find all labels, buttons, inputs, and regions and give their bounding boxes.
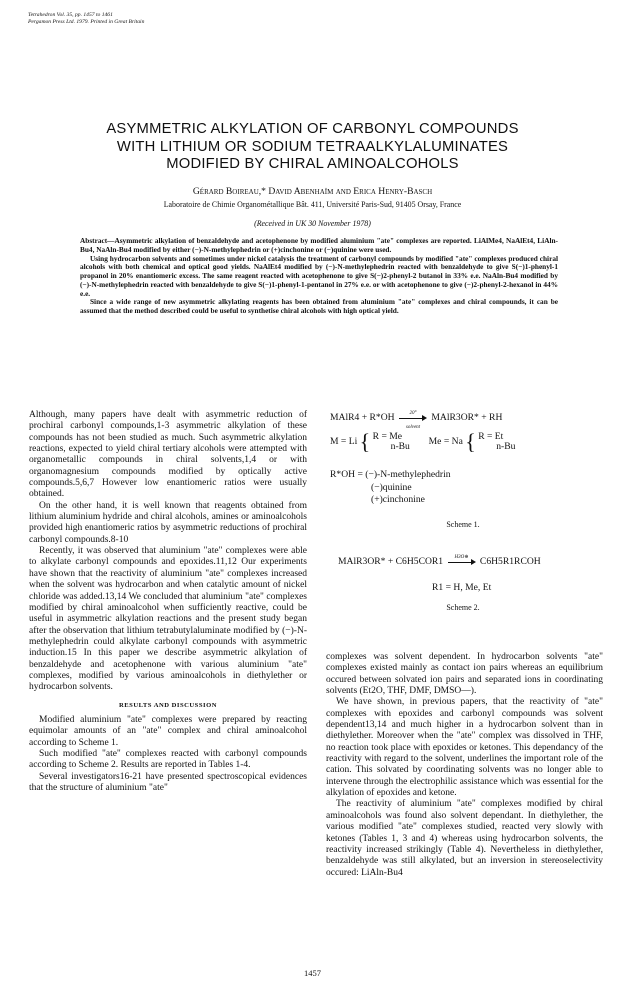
title-line-3: MODIFIED BY CHIRAL AMINOALCOHOLS — [166, 156, 459, 172]
body-paragraph: On the other hand, it is well known that reagents obtained from lithium aluminium hydride and chiral alcohols, amines or aminoalcohols provided high enantiomeric ratios by asymmetric reductions of prochiral carbonyl compounds.8-10 — [29, 500, 307, 545]
body-paragraph: We have shown, in previous papers, that the reactivity of "ate" complexes with epoxides and carbonyl compounds was solvent dependent13,14 and much higher in a hydrocarbon solvent than in diethylether. Moreover when the "ate" complex was dissolved in THF, no reaction took place with epoxides or ketones. This dependancy of the reactivity with regard to the solvent, underlines the important role of the cation. This solvated by coordinating solvents was no longer able to intervene through the electrophilic assistance which was essential for the alkylation of epoxides and ketone. — [326, 697, 603, 799]
scheme-1-chiral-alcohols — [330, 469, 451, 507]
abstract-paragraph-3: Since a wide range of new asymmetric alkylating reagents has been obtained from aluminium "ate" complexes and chiral compounds, it can be assumed that the method described could be useful to synthetise chiral alcohols with high optical yield. — [80, 297, 558, 315]
scheme-1-label: Scheme 1. — [446, 520, 480, 529]
scheme-2-substituents: R1 = H, Me, Et — [432, 582, 492, 593]
abstract-paragraph-2: Using hydrocarbon solvents and sometimes under nickel catalysis the treatment of carbonyl compounds by modified "ate" complexes produced chiral alcohols with both chemical and optical good yields. NaAlEt4 modified by (−)-N-methylephedrin reacted with benzaldehyde to give S(−)1-phenyl-1 propanol in 20% enantiomeric excess. The same reagent reacted with acetophenone to give S(−)2-phenyl-2 butanol in 33% e.e. NaAln-Bu4 modified by (−)-N-methylephedrin reacted with benzaldehyde to give S(−)1-phenyl-1-pentanol in 27% e.e. or with acetophenone to give (−)2-phenyl-2-hexanol in 44% e.e. — [80, 253, 558, 298]
scheme-1-products: MAlR3OR* + RH — [431, 412, 503, 423]
arrow-condition-top: 20° — [409, 410, 417, 416]
body-paragraph: Such modified "ate" complexes reacted with carbonyl compounds according to Scheme 2. Results are reported in Tables 1-4. — [29, 748, 307, 771]
li-substituent: R = Me — [372, 431, 403, 442]
journal-citation: Tetrahedron Vol. 35, pp. 1457 to 1461 — [28, 12, 113, 18]
brace-icon: { — [359, 429, 371, 454]
scheme-1-reactants: MAlR4 + R*OH — [330, 412, 395, 423]
body-paragraph: Although, many papers have dealt with asymmetric reduction of prochiral carbonyl compounds,1-3 asymmetric alkylation of these compounds has not been studied as much. Such asymmetric alkylation reactions, expected to yield chiral tertiary alcohols were attempted with organometallic compounds in chiral solvents,1,4 or with organomagnesium compounds modified by optically active compounds.5,6,7 However low enantiomeric ratios were usually obtained. — [29, 410, 307, 500]
metal-li-label: M = Li — [330, 436, 358, 448]
scheme-2-reactants: MAlR3OR* + C6H5COR1 — [338, 556, 444, 567]
na-substituent: R = Et — [478, 431, 504, 442]
page-number: 1457 — [304, 968, 321, 978]
journal-header — [28, 12, 144, 26]
brace-icon: { — [465, 429, 476, 454]
received-date: (Received in UK 30 November 1978) — [254, 219, 371, 228]
li-substituent: n-Bu — [390, 441, 410, 452]
chiral-alcohol-line: (+)cinchonine — [371, 494, 425, 505]
body-paragraph: The reactivity of aluminium "ate" complexes modified by chiral aminoalcohols was found also solvent dependant. In diethylether, the various modified "ate" complexes studied, reacted very slowly with ketones (Tables 1, 3 and 4) whereas using hydrocarbon solvents, the reactivity increased strikingly (Table 4). Nevertheless in diethylether, benzaldehyde was still alkylated, but an inversion in stereoselectivity occured: LiAln-Bu4 — [326, 799, 603, 878]
journal-publisher: Pergamon Press Ltd. 1979. Printed in Great Britain — [28, 19, 145, 25]
abstract — [80, 237, 558, 316]
body-paragraph: Several investigators16-21 have presented spectroscopical evidences that the structure of aluminium "ate" — [29, 771, 307, 793]
affiliation: Laboratoire de Chimie Organométallique Bât. 411, Université Paris-Sud, 91405 Orsay, France — [163, 200, 462, 209]
scheme-1-metal-defs — [330, 429, 516, 454]
left-column — [29, 410, 307, 794]
right-column — [326, 652, 603, 879]
body-paragraph: complexes was solvent dependent. In hydrocarbon solvents "ate" complexes existed mainly as contact ion pairs whereas an equilibrium occured between solvated ion pairs and separated ions in coordinating solvents (Et2O, THF, DMF, DMSO—). — [326, 652, 603, 697]
chiral-alcohol-line: (−)quinine — [371, 481, 412, 493]
scheme-2-products: C6H5R1RCOH — [479, 556, 541, 567]
section-heading: RESULTS AND DISCUSSION — [119, 701, 217, 709]
na-substituents — [478, 432, 515, 452]
article-title — [40, 121, 585, 174]
arrow-condition-bottom: solvent — [405, 424, 421, 430]
scheme-2-equation — [338, 556, 541, 568]
scheme-2-label: Scheme 2. — [446, 603, 480, 612]
metal-na-label: Me = Na — [428, 436, 463, 448]
arrow-condition-top: H3O⊕ — [454, 554, 469, 560]
reaction-arrow-icon — [399, 410, 427, 430]
li-substituents — [373, 432, 410, 452]
author-list: Gérard Boireau,* David Abenhaïm and Erica Henry-Basch — [192, 186, 433, 197]
body-paragraph: Modified aluminium "ate" complexes were prepared by reacting equimolar amounts of an "ate" complex and chiral aminoalcohol according to Scheme 1. — [29, 714, 307, 748]
scheme-1-equation — [330, 410, 503, 430]
title-line-1: ASYMMETRIC ALKYLATION OF CARBONYL COMPOUNDS — [106, 121, 519, 137]
title-line-2: WITH LITHIUM OR SODIUM TETRAALKYLALUMINATES — [116, 138, 509, 155]
abstract-paragraph-1: Abstract—Asymmetric alkylation of benzaldehyde and acetophenone by modified aluminium "ate" complexes are reported. LiAlMe4, NaAlEt4, LiAln-Bu4, NaAln-Bu4 modified by either (−)-N-methylephedrin or (+)cinchonine or (−)quinine were used. — [80, 236, 558, 254]
chiral-alcohol-line: R*OH = (−)-N-methylephedrin — [330, 469, 451, 480]
reaction-arrow-icon — [448, 554, 476, 566]
na-substituent: n-Bu — [496, 441, 516, 452]
body-paragraph: Recently, it was observed that aluminium "ate" complexes were able to alkylate carbonyl compounds and epoxides.11,12 Our experiments have shown that the reactivity of aluminium "ate" complexes increased when the solvent was hydrocarbon and when catalytic amount of nickel chloride was added.13,14 We concluded that aluminium "ate" complexes modified by chiral aminoalcohol when sufficiently reactive, could be useful in asymmetric alkylation reactions and the present study began after the observation that lithium tetrabutylaluminate modified by (−)-N-methylephedrin could alkylate carbonyl compounds with asymmetric induction.15 In this paper we describe asymmetric alkylation of benzaldehyde and acetophenone with various aluminium "ate" complexes, modified by various aminoalcohols in diethylether or hydrocarbon solvents. — [29, 546, 307, 693]
